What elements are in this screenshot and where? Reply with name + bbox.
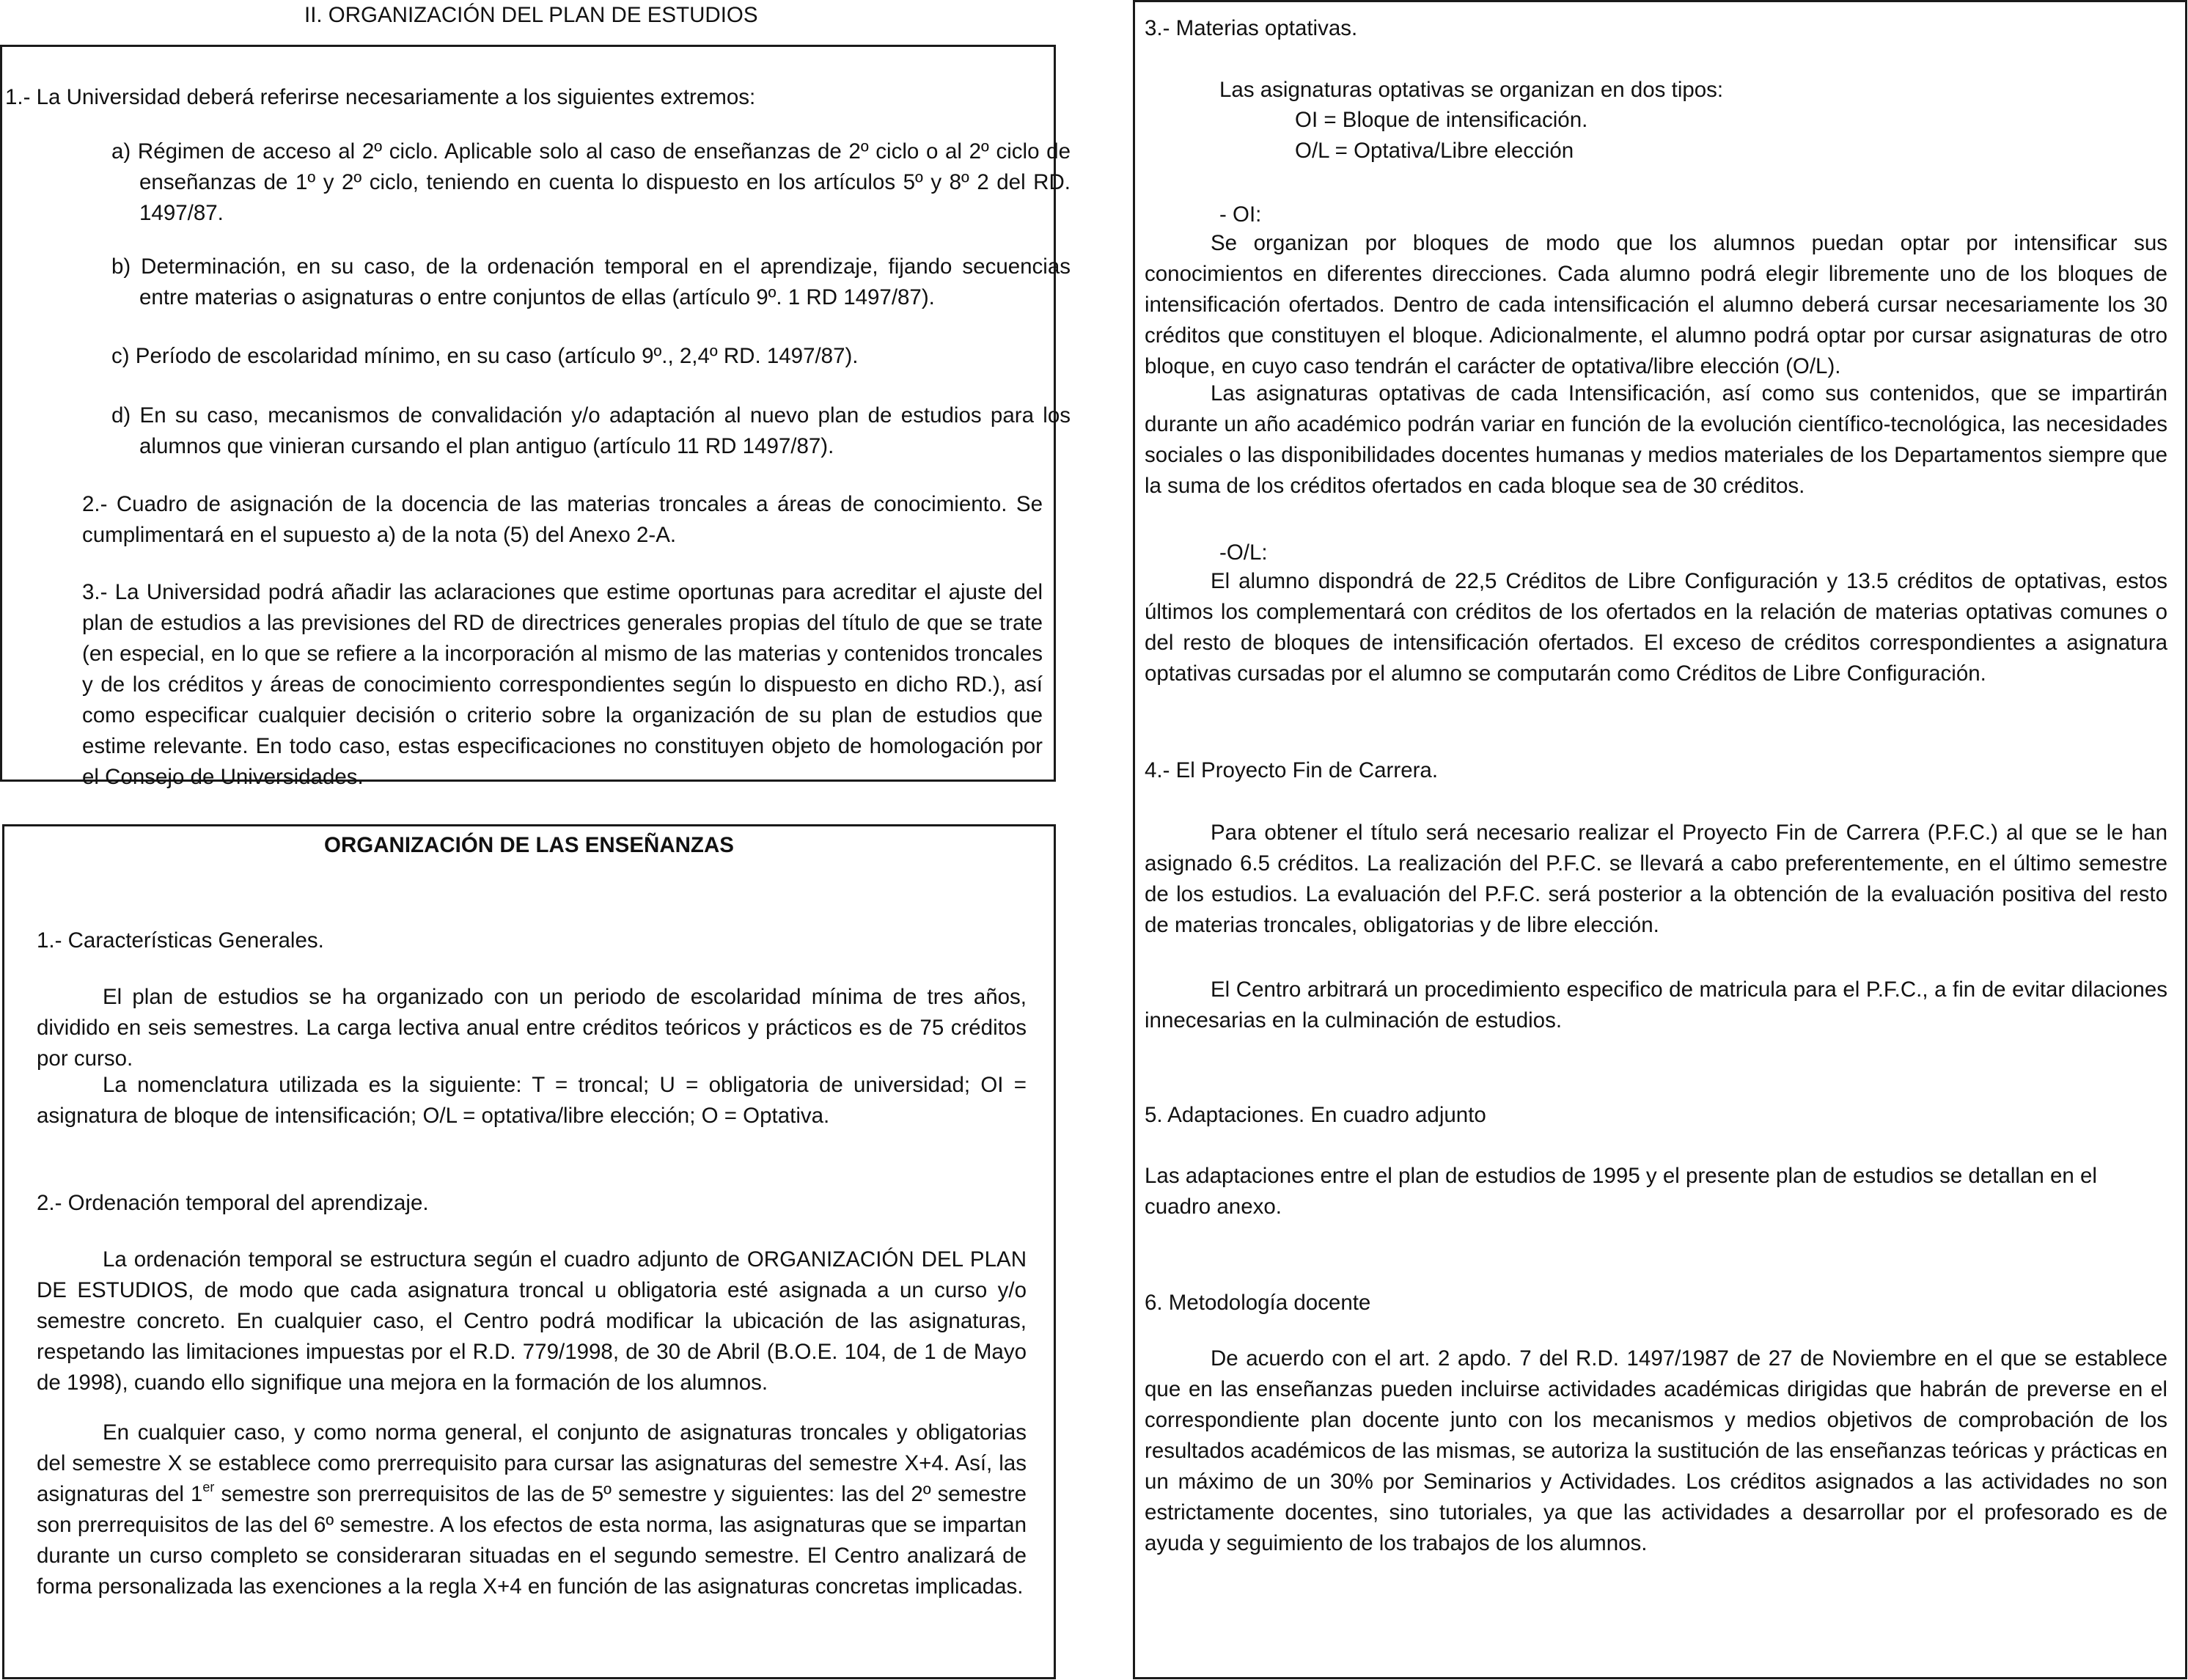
teaching-organization-title: ORGANIZACIÓN DE LAS ENSEÑANZAS	[324, 833, 734, 857]
requirement-item-d: d) En su caso, mecanismos de convalidación y/o adaptación al nuevo plan de estudios para los alumnos que vinieran cursando el plan antiguo (artículo 11 RD 1497/87).	[111, 403, 1071, 458]
page-title: II. ORGANIZACIÓN DEL PLAN DE ESTUDIOS	[304, 3, 758, 27]
final-project-paragraph-2: El Centro arbitrará un procedimiento especifico de matricula para el P.F.C., a fin de evitar dilaciones innecesarias en la culminación de estudios.	[1145, 977, 2167, 1032]
section-heading-general: 1.- Características Generales.	[37, 928, 324, 953]
requirement-point-2: 2.- Cuadro de asignación de la docencia de las materias troncales a áreas de conocimiento. Se cumplimentará en el supuesto a) de la nota (5) del Anexo 2-A.	[82, 492, 1043, 547]
optional-types-intro: Las asignaturas optativas se organizan en dos tipos:	[1219, 78, 1724, 102]
general-paragraph-1: El plan de estudios se ha organizado con un periodo de escolaridad mínima de tres años, dividido en seis semestres. La carga lectiva anual entre créditos teóricos y prácticos es de 75 créditos por curso.	[37, 985, 1027, 1071]
section-heading-methodology: 6. Metodología docente	[1145, 1291, 1371, 1315]
final-project-paragraph-1: Para obtener el título será necesario realizar el Proyecto Fin de Carrera (P.F.C.) al que se le han asignado 6.5 créditos. La realización del P.F.C. se llevará a cabo preferentemente, en el último semestre de los estudios. La evaluación del P.F.C. será posterior a la obtención de la evaluación positiva del resto de materias troncales, obligatorias y de libre elección.	[1145, 821, 2167, 937]
methodology-paragraph: De acuerdo con el art. 2 apdo. 7 del R.D. 1497/1987 de 27 de Noviembre en el que se establece que en las enseñanzas pueden incluirse actividades académicas dirigidas que habrán de preverse en el correspondiente plan docente junto con los mecanismos y medios objetivos de comprobación de los resultados académicos de las mismas, se autoriza la sustitución de las enseñanzas teóricas y prácticas en un máximo de un 30% por Seminarios y Actividades. Los créditos asignados a las actividades no son estrictamente docentes, sino tutoriales, ya que las actividades a desarrollar por el profesorado es de ayuda y seguimiento de los trabajos de los alumnos.	[1145, 1346, 2167, 1555]
requirement-item-c: c) Período de escolaridad mínimo, en su caso (artículo 9º., 2,4º RD. 1497/87).	[111, 344, 859, 368]
general-paragraph-2: La nomenclatura utilizada es la siguiente: T = troncal; U = obligatoria de universidad; OI = asignatura de bloque de intensificación; O/L = optativa/libre elección; O = Optativa.	[37, 1073, 1027, 1128]
oi-paragraph-2: Las asignaturas optativas de cada Intensificación, así como sus contenidos, que se impartirán durante un año académico podrán variar en función de la evolución científico-tecnológica, las necesidades sociales o las disponibilidades docentes humanas y medios materiales de los Departamentos siempre que la suma de los créditos ofertados en cada bloque sea de 30 créditos.	[1145, 381, 2167, 498]
requirement-point-3: 3.- La Universidad podrá añadir las aclaraciones que estime oportunas para acreditar el ajuste del plan de estudios a las previsiones del RD de directrices generales propias del título de que se trate (en especial, en lo que se refiere a la incorporación al mismo de las materias y contenidos troncales y de los créditos y áreas de conocimiento correspondientes según lo dispuesto en dicho RD.), así como especificar cualquier decisión o criterio sobre la organización de su plan de estudios que estime relevante. En todo caso, estas especificaciones no constituyen objeto de homologación por el Consejo de Universidades.	[82, 580, 1043, 789]
requirement-item-a: a) Régimen de acceso al 2º ciclo. Aplicable solo al caso de enseñanzas de 2º ciclo o al 2º ciclo de enseñanzas de 1º y 2º ciclo, teniendo en cuenta lo dispuesto en los artículos 5º y 8º 2 del RD. 1497/87.	[111, 139, 1071, 225]
section-heading-optional: 3.- Materias optativas.	[1145, 16, 1358, 40]
optional-type-ol: O/L = Optativa/Libre elección	[1295, 139, 1574, 163]
requirements-intro: 1.- La Universidad deberá referirse necesariamente a los siguientes extremos:	[5, 85, 756, 109]
section-heading-ordering: 2.- Ordenación temporal del aprendizaje.	[37, 1191, 429, 1215]
optional-type-oi: OI = Bloque de intensificación.	[1295, 108, 1588, 132]
adaptations-paragraph: Las adaptaciones entre el plan de estudios de 1995 y el presente plan de estudios se detallan en el cuadro anexo.	[1145, 1164, 2097, 1219]
oi-paragraph-1: Se organizan por bloques de modo que los alumnos puedan optar por intensificar sus conocimientos en diferentes direcciones. Cada alumno podrá elegir libremente uno de los bloques de intensificación ofertados. Dentro de cada intensificación el alumno deberá cursar necesariamente los 30 créditos que constituyen el bloque. Adicionalmente, el alumno podrá optar por cursar asignaturas de otro bloque, en cuyo caso tendrán el carácter de optativa/libre elección (O/L).	[1145, 231, 2167, 378]
ol-label: -O/L:	[1219, 540, 1268, 565]
ordering-paragraph-2: En cualquier caso, y como norma general, el conjunto de asignaturas troncales y obligatorias del semestre X se establece como prerrequisito para cursar las asignaturas del semestre X+4. Así, las asignaturas del 1er semestre son prerrequisitos de las de 5º semestre y siguientes: las del 2º semestre son prerrequisitos de las del 6º semestre. A los efectos de esta norma, las asignaturas que se impartan durante un curso completo se consideraran situadas en el segundo semestre. El Centro analizará de forma personalizada las exenciones a la regla X+4 en función de las asignaturas concretas implicadas.	[37, 1420, 1027, 1599]
ol-paragraph: El alumno dispondrá de 22,5 Créditos de Libre Configuración y 13.5 créditos de optativas, estos últimos los complementará con créditos de los ofertados en la relación de materias optativas comunes o del resto de bloques de intensificación ofertados. El exceso de créditos correspondientes a asignatura optativas cursadas por el alumno se computarán como Créditos de Libre Configuración.	[1145, 569, 2167, 686]
oi-label: - OI:	[1219, 202, 1262, 227]
ordering-paragraph-1: La ordenación temporal se estructura según el cuadro adjunto de ORGANIZACIÓN DEL PLAN DE ESTUDIOS, de modo que cada asignatura troncal u obligatoria esté asignada a un curso y/o semestre concreto. En cualquier caso, el Centro podrá modificar la ubicación de las asignaturas, respetando las limitaciones impuestas por el R.D. 779/1998, de 30 de Abril (B.O.E. 104, de 1 de Mayo de 1998), cuando ello signifique una mejora en la formación de los alumnos.	[37, 1247, 1027, 1395]
section-heading-final-project: 4.- El Proyecto Fin de Carrera.	[1145, 758, 1439, 782]
section-heading-adaptations: 5. Adaptaciones. En cuadro adjunto	[1145, 1103, 1486, 1127]
requirement-item-b: b) Determinación, en su caso, de la ordenación temporal en el aprendizaje, fijando secuencias entre materias o asignaturas o entre conjuntos de ellas (artículo 9º. 1 RD 1497/87).	[111, 254, 1071, 309]
